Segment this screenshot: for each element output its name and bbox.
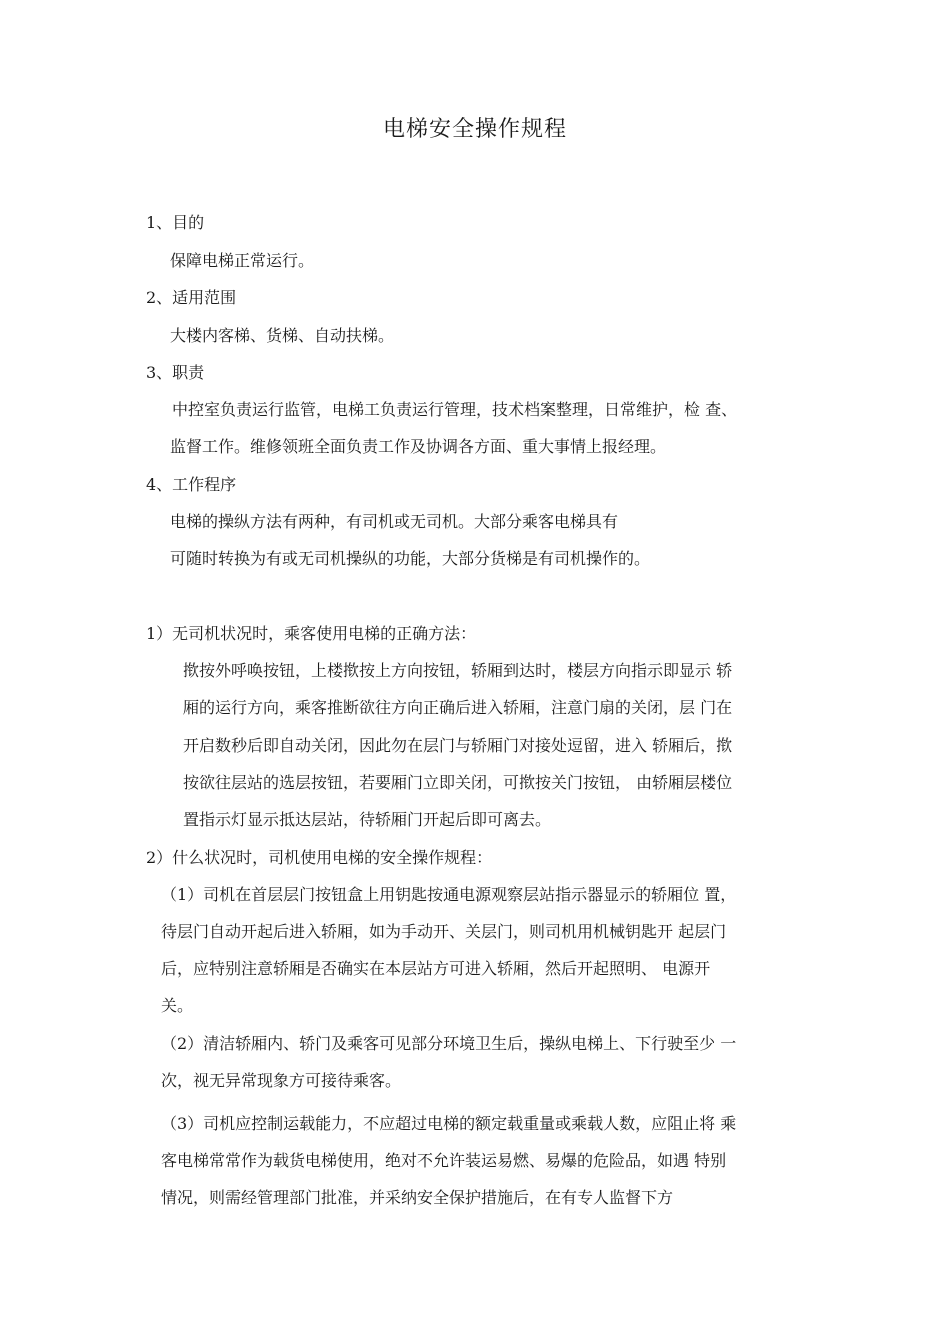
part-1-line: 揿按外呼唤按钮，上楼揿按上方向按钮，轿厢到达时，楼层方向指示即显示 轿 (183, 661, 733, 680)
part-2-line: （1）司机在首层层门按钮盒上用钥匙按通电源观察层站指示器显示的轿厢位 置， (161, 885, 737, 904)
part-2-line: 次，视无异常现象方可接待乘客。 (161, 1071, 402, 1090)
section-4-line-2: 可随时转换为有或无司机操纵的功能，大部分货梯是有司机操作的。 (170, 549, 651, 568)
document-title: 电梯安全操作规程 (382, 117, 567, 142)
part-2-heading: 2）什么状况时，司机使用电梯的安全操作规程： (146, 848, 493, 867)
part-2-line: 关。 (161, 996, 194, 1015)
part-1-heading: 1）无司机状况时，乘客使用电梯的正确方法： (146, 624, 477, 643)
section-3-line-1: 中控室负责运行监管，电梯工负责运行管理，技术档案整理，日常维护，检 查、 (172, 400, 738, 419)
part-2-line: （2）清洁轿厢内、轿门及乘客可见部分环境卫生后，操纵电梯上、下行驶至少 一 (161, 1034, 737, 1053)
part-1-line: 开启数秒后即自动关闭，因此勿在层门与轿厢门对接处逗留，进入 轿厢后，揿 (183, 736, 733, 755)
part-2-line: 待层门自动开起后进入轿厢，如为手动开、关层门，则司机用机械钥匙开 起层门 (161, 922, 727, 941)
part-2-line: 客电梯常常作为载货电梯使用，绝对不允许装运易燃、易爆的危险品，如遇 特别 (161, 1151, 727, 1170)
section-4-line-1: 电梯的操纵方法有两种，有司机或无司机。大部分乘客电梯具有 (170, 512, 619, 531)
section-4-heading: 4、工作程序 (146, 475, 237, 494)
part-1-line: 按欲往层站的选层按钮，若要厢门立即关闭，可揿按关门按钮， 由轿厢层楼位 (183, 773, 733, 792)
part-2-line: （3）司机应控制运载能力，不应超过电梯的额定载重量或乘载人数，应阻止将 乘 (161, 1114, 737, 1133)
section-2-body: 大楼内客梯、货梯、自动扶梯。 (170, 326, 395, 345)
section-1-body: 保障电梯正常运行。 (170, 251, 315, 270)
section-3-heading: 3、职责 (146, 363, 205, 382)
section-1-heading: 1、目的 (146, 213, 205, 232)
section-2-heading: 2、适用范围 (146, 288, 237, 307)
part-1-line: 厢的运行方向，乘客推断欲往方向正确后进入轿厢，注意门扇的关闭，层 门在 (183, 698, 733, 717)
section-3-line-2: 监督工作。维修领班全面负责工作及协调各方面、重大事情上报经理。 (170, 437, 667, 456)
part-1-line: 置指示灯显示抵达层站，待轿厢门开起后即可离去。 (183, 810, 552, 829)
part-2-line: 情况，则需经管理部门批准，并采纳安全保护措施后，在有专人监督下方 (161, 1188, 674, 1207)
part-2-line: 后，应特别注意轿厢是否确实在本层站方可进入轿厢，然后开起照明、 电源开 (161, 959, 711, 978)
